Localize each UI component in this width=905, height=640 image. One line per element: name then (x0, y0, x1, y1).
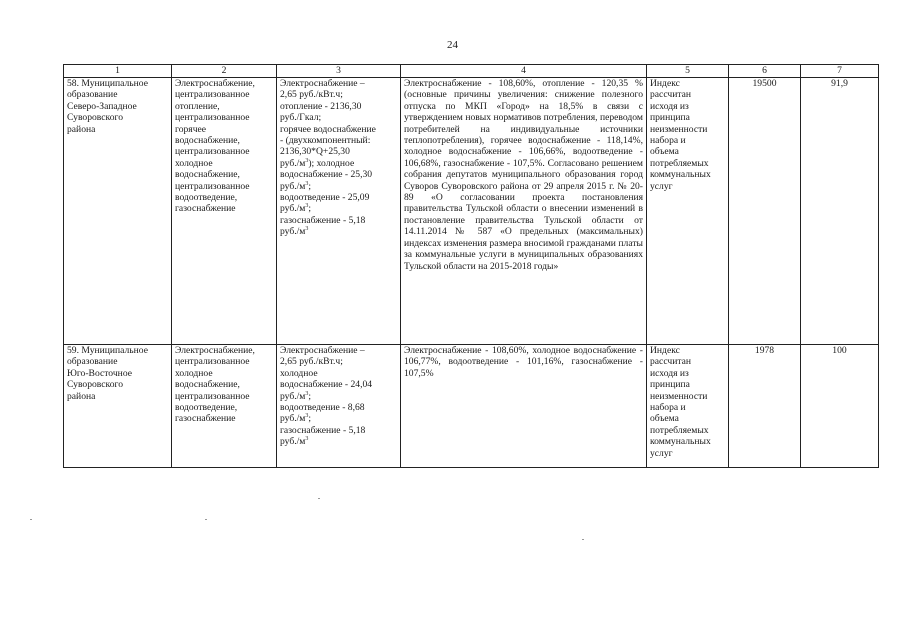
row-number: 58. (67, 78, 79, 89)
data-table (63, 64, 879, 468)
tariffs-cell: Электроснабжение – 2,65 руб./кВт.ч; холодное водоснабжение - 24,04 $руб./м^3$; водоотведение - 8,68 $руб./м^3$; газоснабжение - 5,18 $руб./м^3$ (277, 345, 401, 468)
tariffs-cell: Электроснабжение – 2,65 руб./кВт.ч; отопление - 2136,30 руб./Гкал; горячее водоснабжение - (двухкомпонентный: 2136,30*Q+25,30 $руб./м^3$); холодное водоснабжение - 25,30 $руб./м^3$; водоотведение - 25,09 $руб./м^3$; газоснабжение - 5,18 $руб./м^3$ (277, 78, 401, 345)
services-cell: Электроснабжение, централизованное холодное водоснабжение, централизованное водоотведение, газоснабжение (172, 345, 277, 468)
scan-speck (30, 519, 32, 520)
column-header: 6 (729, 65, 801, 78)
column-header: 1 (64, 65, 172, 78)
column-header: 4 (401, 65, 647, 78)
municipality-cell (64, 345, 172, 468)
value-cell-col6: 1978 (729, 345, 801, 468)
table-row (64, 78, 879, 345)
scan-speck (205, 519, 207, 520)
municipality-name: Муниципальное образование Юго-Восточное Суворовского района (67, 345, 148, 402)
scan-speck (582, 539, 584, 540)
value-cell-col7: 91,9 (801, 78, 879, 345)
value-cell-col7: 100 (801, 345, 879, 468)
table-row (64, 345, 879, 468)
column-header: 2 (172, 65, 277, 78)
column-header: 5 (647, 65, 729, 78)
column-header: 3 (277, 65, 401, 78)
row-number: 59. (67, 345, 79, 356)
note-cell: Индекс рассчитан исходя из принципа неизменности набора и объема потребляемых коммунальных услуг (647, 345, 729, 468)
value-cell-col6: 19500 (729, 78, 801, 345)
municipality-name: Муниципальное образование Северо-Западное Суворовского района (67, 78, 148, 135)
services-cell: Электроснабжение, централизованное отопление, централизованное горячее водоснабжение, централизованное холодное водоснабжение, централизованное водоотведение, газоснабжение (172, 78, 277, 345)
header-row (64, 65, 879, 78)
indices-cell: Электроснабжение - 108,60%, отопление - 120,35 % (основные причины увеличения: снижение полезного отпуска по МКП «Город» на 18,5% в связи с утверждением новых нормативов потребления, переводом потребителей на индивидуальные источники теплопотребления), горячее водоснабжение - 118,14%, холодное водоснабжение - 106,66%, водоотведение - 106,68%, газоснабжение - 107,5%. Согласовано решением собрания депутатов муниципального образования город Суворов Суворовского района от 29 апреля 2015 г. № 20-89 «О согласовании проекта постановления правительства Тульской области о внесении изменений в постановление правительства Тульской области от 14.11.2014 № 587 «О предельных (максимальных) индексах изменения размера вносимой гражданами платы за коммунальные услуги в муниципальных образованиях Тульской области на 2015-2018 годы» (401, 78, 647, 345)
note-cell: Индекс рассчитан исходя из принципа неизменности набора и объема потребляемых коммунальных услуг (647, 78, 729, 345)
indices-cell: Электроснабжение - 108,60%, холодное водоснабжение - 106,77%, водоотведение - 101,16%, газоснабжение - 107,5% (401, 345, 647, 468)
column-header: 7 (801, 65, 879, 78)
page-number: 24 (447, 39, 458, 51)
municipality-cell (64, 78, 172, 345)
scan-speck (318, 498, 320, 499)
